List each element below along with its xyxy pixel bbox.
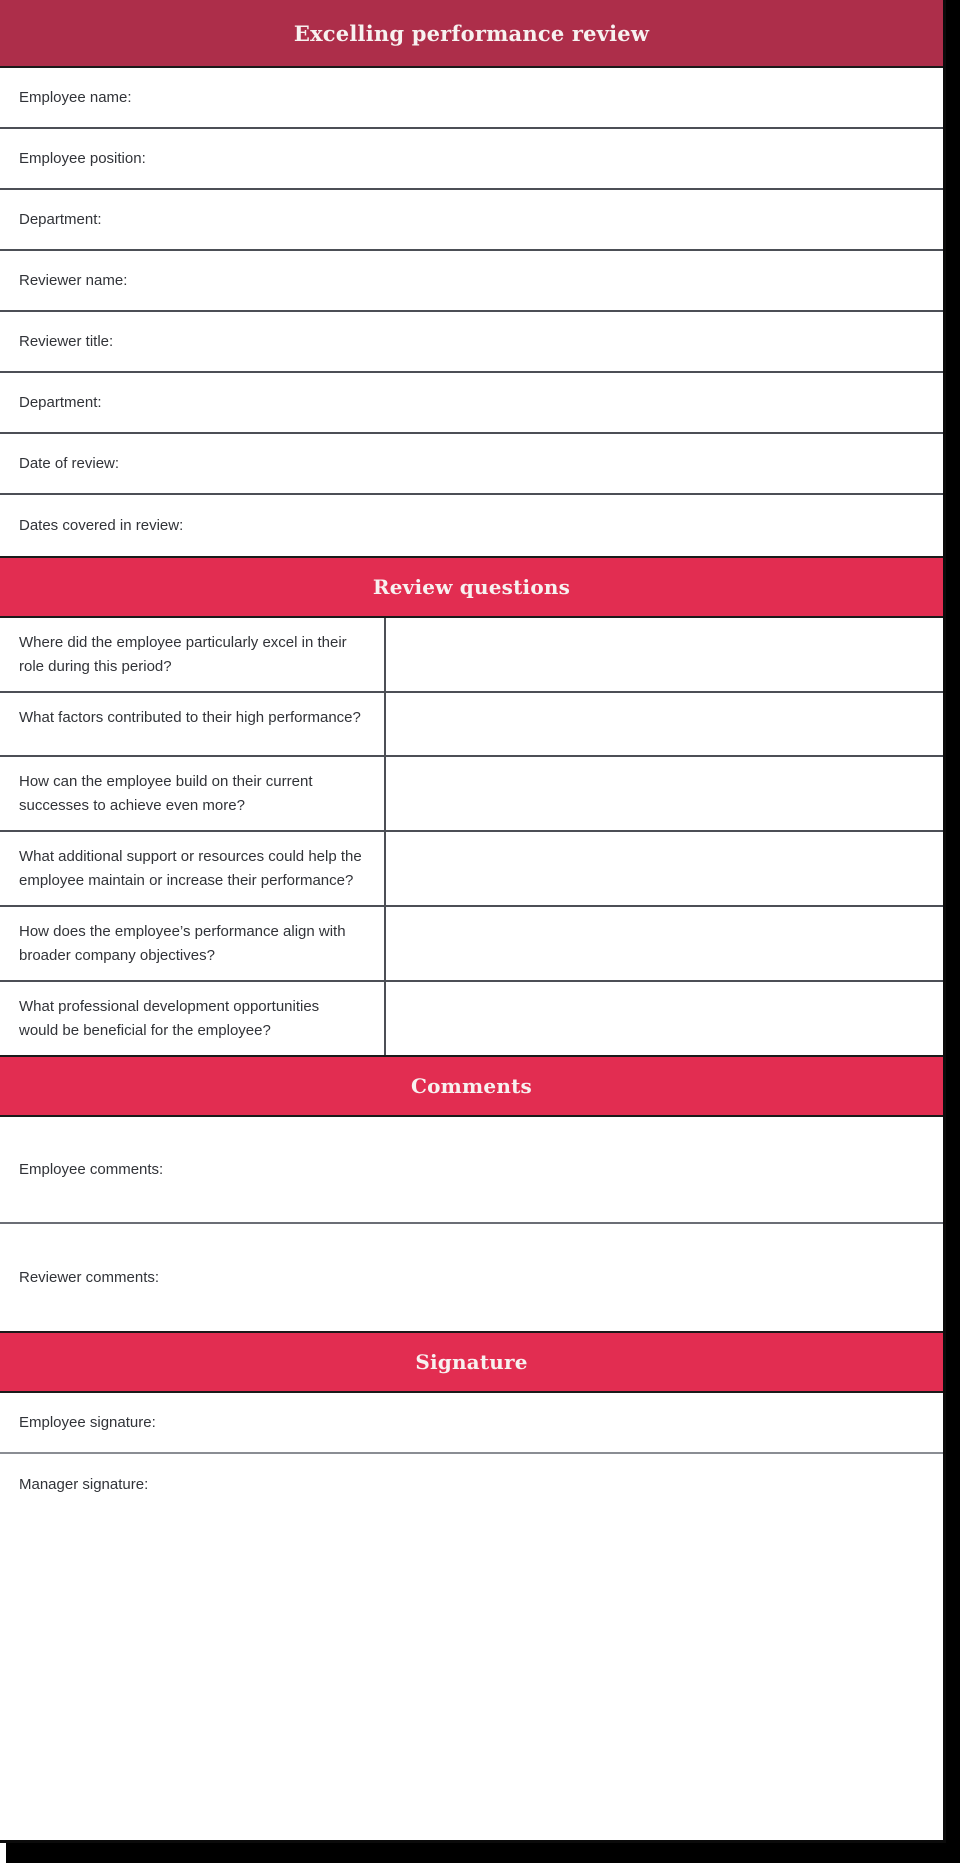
section-heading: Review questions bbox=[372, 575, 571, 599]
info-label: Employee position: bbox=[19, 150, 146, 167]
info-label: Reviewer title: bbox=[19, 333, 114, 350]
info-label: Employee name: bbox=[19, 89, 132, 106]
info-row-dates-covered[interactable] bbox=[0, 495, 943, 556]
signature-row-manager[interactable] bbox=[0, 1454, 943, 1515]
info-label: Department: bbox=[19, 211, 102, 228]
info-row-date-of-review[interactable] bbox=[0, 434, 943, 495]
question-text: What factors contributed to their high performance? bbox=[0, 693, 386, 755]
document-title-banner bbox=[0, 0, 943, 68]
review-questions-table bbox=[0, 618, 943, 1055]
table-row bbox=[0, 757, 943, 832]
question-text: Where did the employee particularly excel in their role during this period? bbox=[0, 618, 386, 691]
comments-section bbox=[0, 1117, 943, 1331]
signature-row-employee[interactable] bbox=[0, 1393, 943, 1454]
signature-section bbox=[0, 1393, 943, 1515]
comment-row-reviewer[interactable] bbox=[0, 1224, 943, 1331]
page-right-edge-bar bbox=[946, 0, 960, 1855]
signature-label: Manager signature: bbox=[19, 1476, 149, 1494]
answer-field[interactable] bbox=[386, 982, 943, 1055]
answer-field[interactable] bbox=[386, 757, 943, 830]
section-heading: Signature bbox=[415, 1350, 528, 1375]
info-row-employee-department[interactable] bbox=[0, 190, 943, 251]
employee-info-section bbox=[0, 68, 943, 556]
table-row bbox=[0, 982, 943, 1055]
table-row bbox=[0, 693, 943, 757]
answer-field[interactable] bbox=[386, 907, 943, 980]
page-bottom-edge-bar bbox=[6, 1843, 960, 1863]
info-row-reviewer-department[interactable] bbox=[0, 373, 943, 434]
section-banner-comments bbox=[0, 1055, 943, 1117]
signature-label: Employee signature: bbox=[19, 1414, 156, 1432]
info-row-reviewer-name[interactable] bbox=[0, 251, 943, 312]
table-row bbox=[0, 832, 943, 907]
comment-label: Employee comments: bbox=[19, 1161, 164, 1179]
comment-label: Reviewer comments: bbox=[19, 1269, 160, 1287]
answer-field[interactable] bbox=[386, 618, 943, 691]
page-title: Excelling performance review bbox=[293, 20, 650, 46]
info-label: Department: bbox=[19, 394, 102, 411]
info-row-employee-name[interactable] bbox=[0, 68, 943, 129]
section-banner-signature bbox=[0, 1331, 943, 1393]
section-banner-review-questions bbox=[0, 556, 943, 618]
info-label: Dates covered in review: bbox=[19, 517, 184, 534]
table-row bbox=[0, 618, 943, 693]
info-label: Reviewer name: bbox=[19, 272, 128, 289]
answer-field[interactable] bbox=[386, 693, 943, 755]
question-text: How can the employee build on their current successes to achieve even more? bbox=[0, 757, 386, 830]
section-heading: Comments bbox=[411, 1074, 532, 1099]
info-row-employee-position[interactable] bbox=[0, 129, 943, 190]
question-text: How does the employee’s performance align with broader company objectives? bbox=[0, 907, 386, 980]
comment-row-employee[interactable] bbox=[0, 1117, 943, 1224]
question-text: What additional support or resources could help the employee maintain or increase their performance? bbox=[0, 832, 386, 905]
table-row bbox=[0, 907, 943, 982]
info-label: Date of review: bbox=[19, 455, 120, 472]
answer-field[interactable] bbox=[386, 832, 943, 905]
info-row-reviewer-title[interactable] bbox=[0, 312, 943, 373]
question-text: What professional development opportunities would be beneficial for the employee? bbox=[0, 982, 386, 1055]
